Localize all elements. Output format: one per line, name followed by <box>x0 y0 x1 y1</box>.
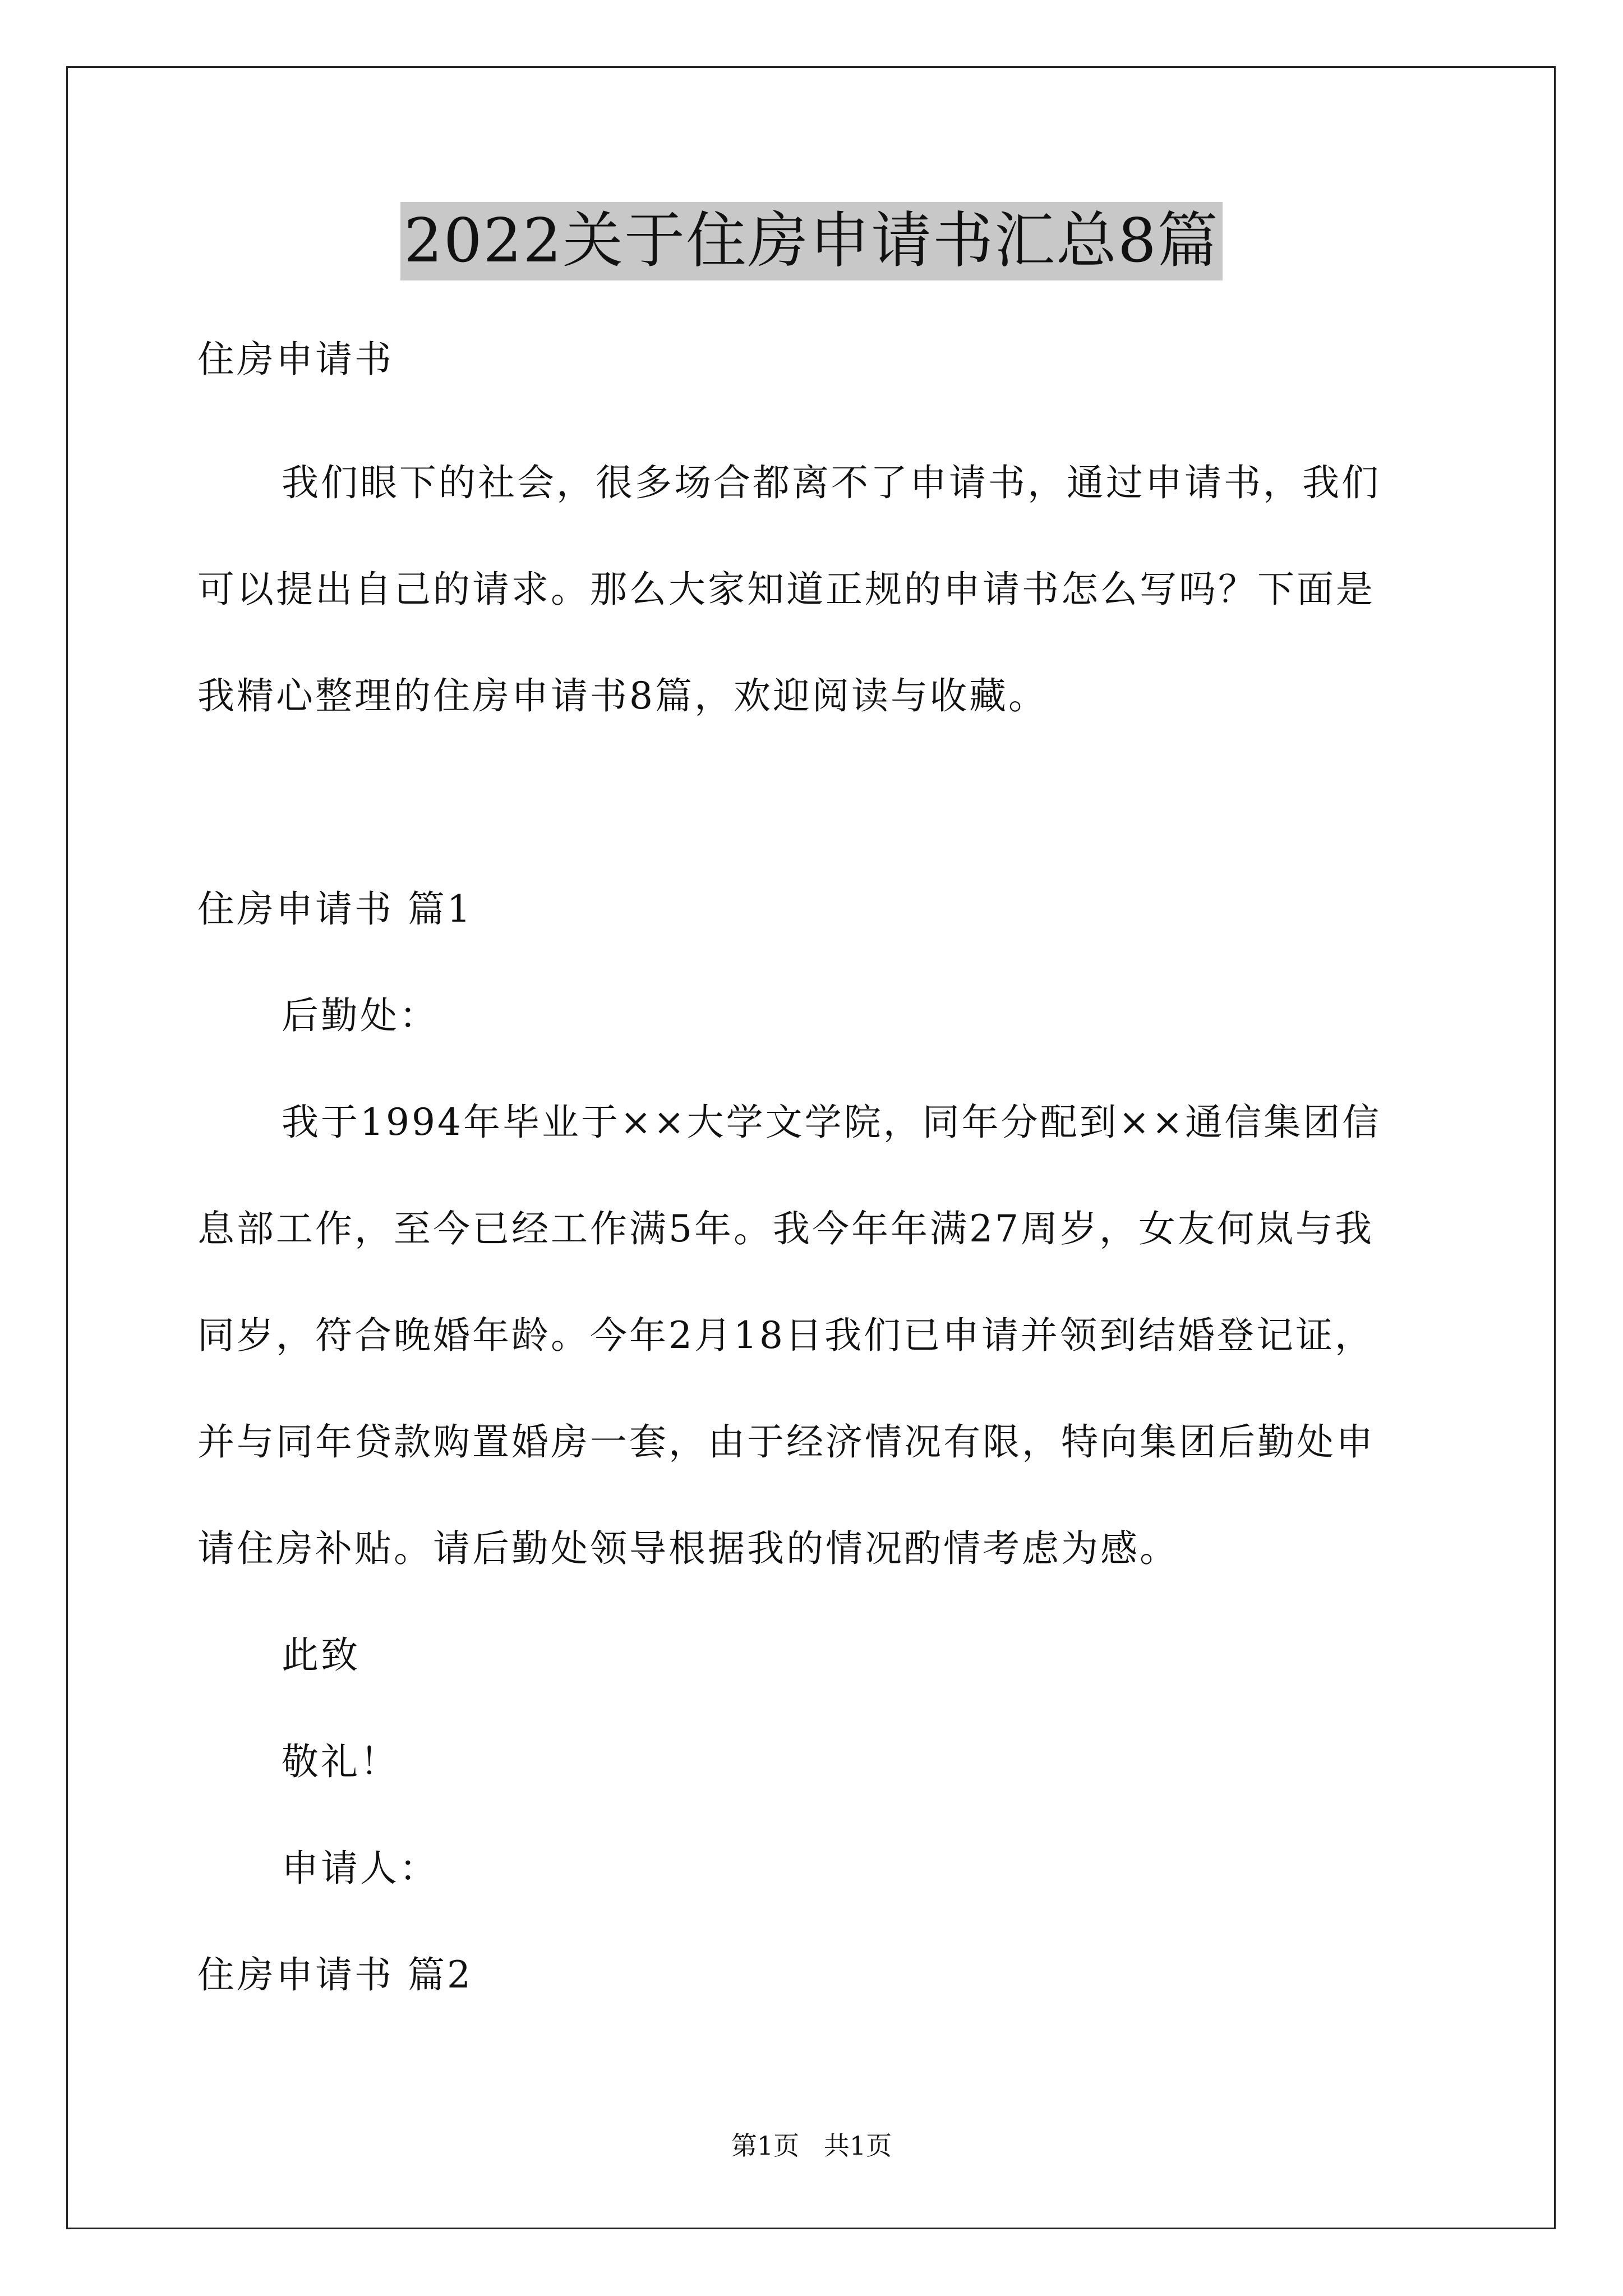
body-line-5: 请住房补贴。请后勤处领导根据我的情况酌情考虑为感。 <box>197 1527 1179 1570</box>
page-footer: 第1页 共1页 <box>731 2131 892 2161</box>
section2-heading: 住房申请书 篇2 <box>197 1953 473 1996</box>
body-line-4: 并与同年贷款购置婚房一套，由于经济情况有限，特向集团后勤处申 <box>197 1420 1375 1464</box>
title-wrap <box>0 202 1623 280</box>
section1-heading: 住房申请书 篇1 <box>197 887 473 931</box>
intro-line-1: 我们眼下的社会，很多场合都离不了申请书，通过申请书，我们 <box>282 461 1381 504</box>
closing-2: 敬礼！ <box>282 1740 399 1783</box>
salutation: 后勤处： <box>282 994 439 1037</box>
body-line-3: 同岁，符合晚婚年龄。今年2月18日我们已申请并领到结婚登记证， <box>197 1314 1374 1357</box>
intro-line-3: 我精心整理的住房申请书8篇，欢迎阅读与收藏。 <box>197 674 1048 717</box>
document-title: 2022关于住房申请书汇总8篇 <box>400 202 1223 280</box>
intro-line-2: 可以提出自己的请求。那么大家知道正规的申请书怎么写吗？下面是 <box>197 568 1375 611</box>
body-line-2: 息部工作，至今已经工作满5年。我今年年满27周岁，女友何岚与我 <box>197 1207 1374 1250</box>
closing-1: 此致 <box>282 1634 360 1677</box>
page-border <box>66 66 1556 2229</box>
body-line-1: 我于1994年毕业于××大学文学院，同年分配到××通信集团信 <box>282 1101 1382 1144</box>
intro-heading: 住房申请书 <box>197 338 394 381</box>
applicant-line: 申请人： <box>282 1847 439 1890</box>
